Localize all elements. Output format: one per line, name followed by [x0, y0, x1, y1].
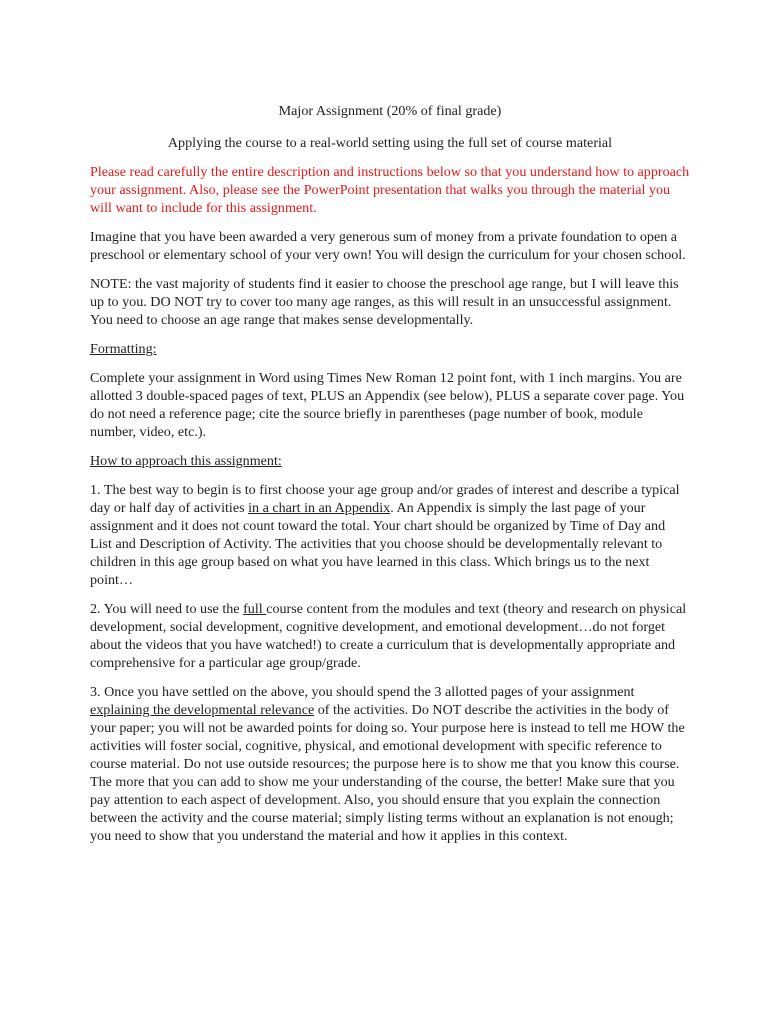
instructions-paragraph: Please read carefully the entire description and instructions below so that you understand how to approach your assignment. Also, please see the PowerPoint presentation that walks you through the material you will want to include for this assignment. — [90, 164, 690, 216]
document-subtitle: Applying the course to a real-world setting using the full set of course material — [167, 135, 613, 151]
step-3-paragraph — [90, 683, 690, 845]
step-3-underlined-text: explaining the developmental relevance — [90, 702, 315, 718]
step-2-text-after: course content from the modules and text (theory and research on physical development, social development, cognitive development, and emotional development…do not forget about the videos that you have watched!) to create a curriculum that is developmentally appropriate and comprehensive for a particular age group/grade. — [90, 601, 687, 671]
formatting-heading: Formatting: — [90, 341, 157, 357]
intro-paragraph: Imagine that you have been awarded a very generous sum of money from a private foundation to open a preschool or elementary school of your very own! You will design the curriculum for your chosen school. — [90, 229, 686, 263]
step-1-paragraph — [90, 481, 690, 589]
step-1-text-after: . An Appendix is simply the last page of your assignment and it does not count toward the total. Your chart should be organized by Time of Day and List and Description of Activity. The activities that you choose should be developmentally relevant to children in this age group based on what you have learned in this class. Which brings us to the next point… — [90, 500, 666, 588]
step-1-text-before: 1. The best way to begin is to first choose your age group and/or grades of interest and describe a typical day or half day of activities — [90, 482, 680, 516]
step-3-text-after: of the activities. Do NOT describe the activities in the body of your paper; you will not be awarded points for doing so. Your purpose here is instead to tell me HOW the activities will foster social, cognitive, physical, and emotional development with specific reference to course material. Do not use outside resources; the purpose here is to show me that you know this course. The more that you can add to show me your understanding of the course, the better! Make sure that you pay attention to each aspect of development. Also, you should ensure that you explain the connection between the activity and the course material; simply listing terms without an explanation is not enough; you need to show that you understand the material and how it applies in this context. — [90, 702, 685, 844]
note-paragraph: NOTE: the vast majority of students find it easier to choose the preschool age range, but I will leave this up to you. DO NOT try to cover too many age ranges, as this will result in an unsuccessful assignment. You need to choose an age range that makes sense developmentally. — [90, 276, 679, 328]
document-title: Major Assignment (20% of final grade) — [278, 103, 502, 119]
document-body — [90, 102, 690, 856]
formatting-paragraph: Complete your assignment in Word using Times New Roman 12 point font, with 1 inch margins. You are allotted 3 double-spaced pages of text, PLUS an Appendix (see below), PLUS a separate cover page. You do not need a reference page; cite the source briefly in parentheses (page number of book, module number, video, etc.). — [90, 370, 685, 440]
step-2-underlined-text: full — [243, 601, 267, 617]
step-2-paragraph — [90, 600, 690, 672]
step-1-underlined-text: in a chart in an Appendix — [248, 500, 391, 516]
step-3-text-before: 3. Once you have settled on the above, you should spend the 3 allotted pages of your assignment — [90, 684, 635, 700]
step-2-text-before: 2. You will need to use the — [90, 601, 244, 617]
approach-heading: How to approach this assignment: — [90, 453, 282, 469]
